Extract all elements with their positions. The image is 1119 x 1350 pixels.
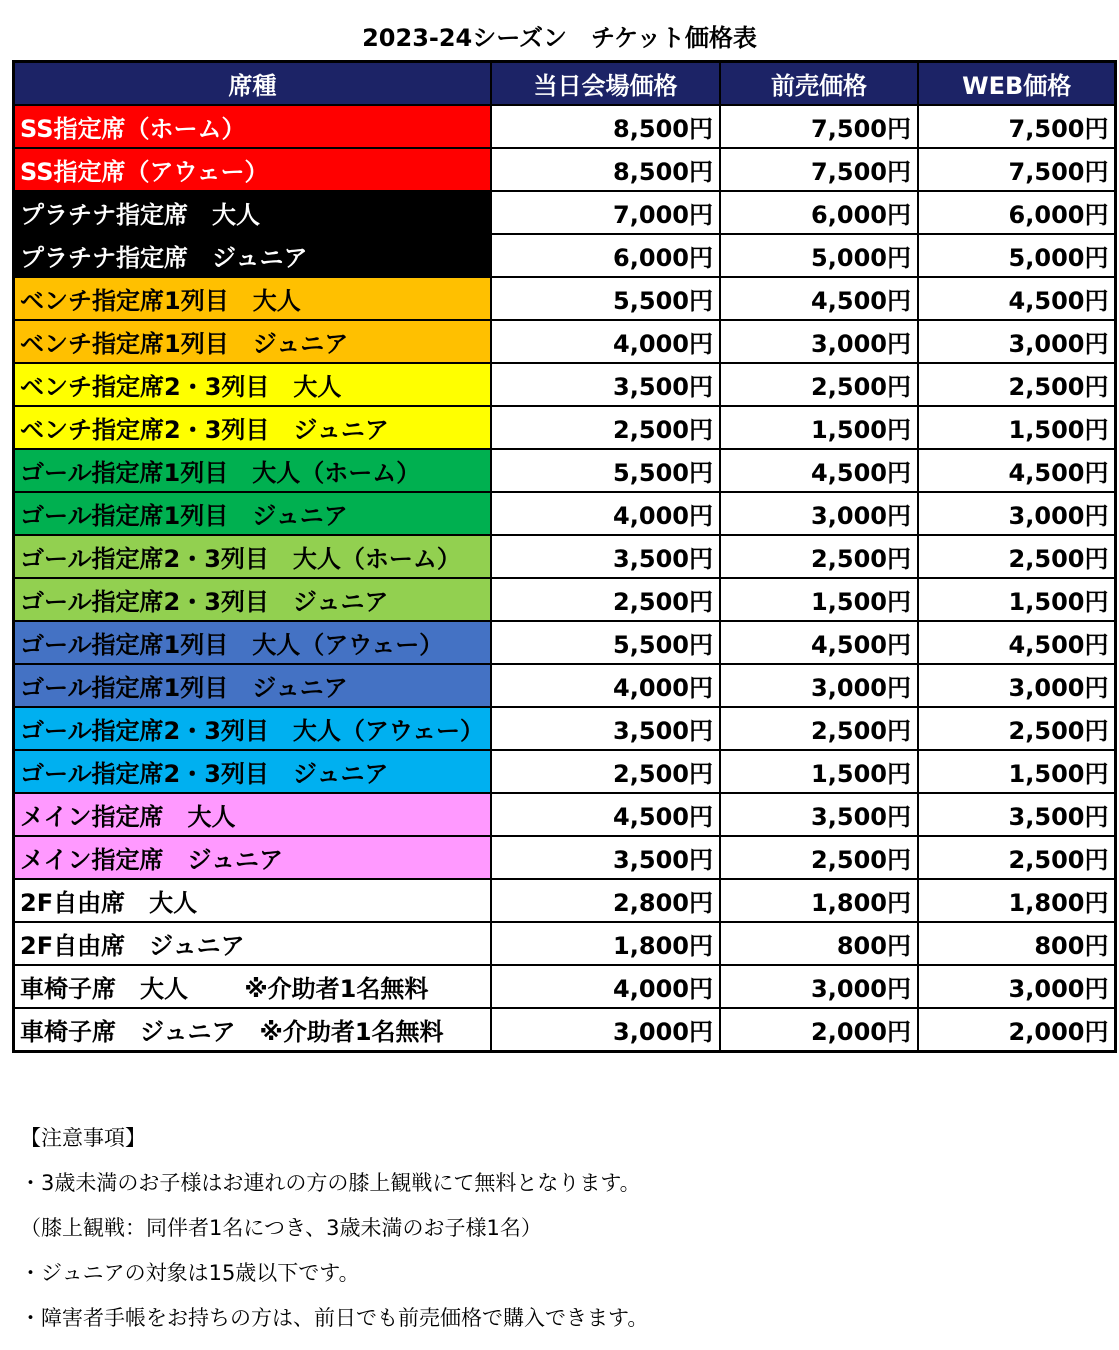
door-price: 2,800円 xyxy=(491,879,720,922)
door-price: 4,500円 xyxy=(491,793,720,836)
table-row xyxy=(14,750,1116,793)
advance-price: 6,000円 xyxy=(720,191,918,234)
table-row xyxy=(14,148,1116,191)
advance-price: 3,000円 xyxy=(720,320,918,363)
table-row xyxy=(14,836,1116,879)
seat-name: ゴール指定席2・3列目 大人（ホーム） xyxy=(14,535,491,578)
seat-name: メイン指定席 ジュニア xyxy=(14,836,491,879)
seat-name: SS指定席（ホーム） xyxy=(14,105,491,148)
advance-price: 2,500円 xyxy=(720,535,918,578)
advance-price: 3,500円 xyxy=(720,793,918,836)
seat-name: ゴール指定席1列目 大人（ホーム） xyxy=(14,449,491,492)
table-row xyxy=(14,535,1116,578)
door-price: 4,000円 xyxy=(491,492,720,535)
door-price: 3,500円 xyxy=(491,363,720,406)
seat-name: SS指定席（アウェー） xyxy=(14,148,491,191)
advance-price: 3,000円 xyxy=(720,664,918,707)
table-row xyxy=(14,277,1116,320)
table-row xyxy=(14,191,1116,234)
seat-name: ゴール指定席2・3列目 ジュニア xyxy=(14,750,491,793)
page-title: 2023-24シーズン チケット価格表 xyxy=(362,24,757,52)
web-price: 1,500円 xyxy=(918,750,1116,793)
advance-price: 4,500円 xyxy=(720,621,918,664)
seat-name: ゴール指定席2・3列目 大人（アウェー） xyxy=(14,707,491,750)
table-row xyxy=(14,234,1116,277)
header-door-price: 当日会場価格 xyxy=(491,62,720,106)
advance-price: 4,500円 xyxy=(720,449,918,492)
door-price: 3,500円 xyxy=(491,836,720,879)
web-price: 7,500円 xyxy=(918,105,1116,148)
table-row xyxy=(14,965,1116,1008)
door-price: 5,500円 xyxy=(491,449,720,492)
web-price: 3,000円 xyxy=(918,965,1116,1008)
table-row xyxy=(14,449,1116,492)
web-price: 800円 xyxy=(918,922,1116,965)
seat-name: ゴール指定席2・3列目 ジュニア xyxy=(14,578,491,621)
header-seat-type: 席種 xyxy=(14,62,491,106)
seat-name: 車椅子席 大人 ※介助者1名無料 xyxy=(14,965,491,1008)
table-row xyxy=(14,793,1116,836)
seat-name: ゴール指定席1列目 ジュニア xyxy=(14,664,491,707)
web-price: 6,000円 xyxy=(918,191,1116,234)
door-price: 3,500円 xyxy=(491,707,720,750)
door-price: 2,500円 xyxy=(491,406,720,449)
price-table xyxy=(12,60,1117,1053)
door-price: 4,000円 xyxy=(491,965,720,1008)
seat-name: ゴール指定席1列目 ジュニア xyxy=(14,492,491,535)
door-price: 6,000円 xyxy=(491,234,720,277)
table-row xyxy=(14,707,1116,750)
web-price: 2,500円 xyxy=(918,707,1116,750)
table-row xyxy=(14,105,1116,148)
door-price: 8,500円 xyxy=(491,148,720,191)
seat-name: ベンチ指定席2・3列目 大人 xyxy=(14,363,491,406)
seat-name: ベンチ指定席1列目 大人 xyxy=(14,277,491,320)
advance-price: 1,500円 xyxy=(720,406,918,449)
web-price: 2,500円 xyxy=(918,836,1116,879)
note-item: ・ジュニアの対象は15歳以下です。 xyxy=(20,1261,360,1285)
seat-name: メイン指定席 大人 xyxy=(14,793,491,836)
advance-price: 2,500円 xyxy=(720,836,918,879)
seat-name: ゴール指定席1列目 大人（アウェー） xyxy=(14,621,491,664)
table-body xyxy=(14,105,1116,1052)
advance-price: 1,500円 xyxy=(720,750,918,793)
web-price: 1,500円 xyxy=(918,578,1116,621)
door-price: 7,000円 xyxy=(491,191,720,234)
door-price: 4,000円 xyxy=(491,320,720,363)
door-price: 1,800円 xyxy=(491,922,720,965)
web-price: 1,500円 xyxy=(918,406,1116,449)
notes-heading: 【注意事項】 xyxy=(20,1126,146,1150)
table-row xyxy=(14,664,1116,707)
door-price: 8,500円 xyxy=(491,105,720,148)
table-row xyxy=(14,621,1116,664)
advance-price: 1,500円 xyxy=(720,578,918,621)
web-price: 2,000円 xyxy=(918,1008,1116,1052)
door-price: 3,000円 xyxy=(491,1008,720,1052)
web-price: 7,500円 xyxy=(918,148,1116,191)
web-price: 4,500円 xyxy=(918,449,1116,492)
seat-name: プラチナ指定席 大人 xyxy=(14,191,491,234)
web-price: 5,000円 xyxy=(918,234,1116,277)
table-row xyxy=(14,879,1116,922)
web-price: 4,500円 xyxy=(918,621,1116,664)
seat-name: 車椅子席 ジュニア ※介助者1名無料 xyxy=(14,1008,491,1052)
table-row xyxy=(14,363,1116,406)
table-row xyxy=(14,578,1116,621)
web-price: 2,500円 xyxy=(918,535,1116,578)
web-price: 1,800円 xyxy=(918,879,1116,922)
header-advance-price: 前売価格 xyxy=(720,62,918,106)
advance-price: 2,500円 xyxy=(720,363,918,406)
web-price: 3,500円 xyxy=(918,793,1116,836)
seat-name: ベンチ指定席1列目 ジュニア xyxy=(14,320,491,363)
advance-price: 5,000円 xyxy=(720,234,918,277)
door-price: 5,500円 xyxy=(491,621,720,664)
advance-price: 7,500円 xyxy=(720,148,918,191)
web-price: 4,500円 xyxy=(918,277,1116,320)
advance-price: 3,000円 xyxy=(720,492,918,535)
advance-price: 2,500円 xyxy=(720,707,918,750)
web-price: 3,000円 xyxy=(918,320,1116,363)
web-price: 2,500円 xyxy=(918,363,1116,406)
table-row xyxy=(14,922,1116,965)
table-row xyxy=(14,320,1116,363)
advance-price: 4,500円 xyxy=(720,277,918,320)
door-price: 4,000円 xyxy=(491,664,720,707)
seat-name: 2F自由席 大人 xyxy=(14,879,491,922)
seat-name: ベンチ指定席2・3列目 ジュニア xyxy=(14,406,491,449)
header-web-price: WEB価格 xyxy=(918,62,1116,106)
notes-section xyxy=(20,1120,648,1345)
note-item: ・3歳未満のお子様はお連れの方の膝上観戦にて無料となります。 xyxy=(20,1171,641,1195)
advance-price: 800円 xyxy=(720,922,918,965)
table-row xyxy=(14,406,1116,449)
door-price: 2,500円 xyxy=(491,750,720,793)
seat-name: プラチナ指定席 ジュニア xyxy=(14,234,491,277)
advance-price: 1,800円 xyxy=(720,879,918,922)
advance-price: 7,500円 xyxy=(720,105,918,148)
table-header-row xyxy=(14,62,1116,106)
web-price: 3,000円 xyxy=(918,492,1116,535)
table-row xyxy=(14,1008,1116,1052)
seat-name: 2F自由席 ジュニア xyxy=(14,922,491,965)
door-price: 3,500円 xyxy=(491,535,720,578)
note-item: （膝上観戦：同伴者1名につき、3歳未満のお子様1名） xyxy=(20,1216,542,1240)
door-price: 5,500円 xyxy=(491,277,720,320)
note-item: ・障害者手帳をお持ちの方は、前日でも前売価格で購入できます。 xyxy=(20,1306,649,1330)
web-price: 3,000円 xyxy=(918,664,1116,707)
door-price: 2,500円 xyxy=(491,578,720,621)
advance-price: 3,000円 xyxy=(720,965,918,1008)
advance-price: 2,000円 xyxy=(720,1008,918,1052)
table-row xyxy=(14,492,1116,535)
